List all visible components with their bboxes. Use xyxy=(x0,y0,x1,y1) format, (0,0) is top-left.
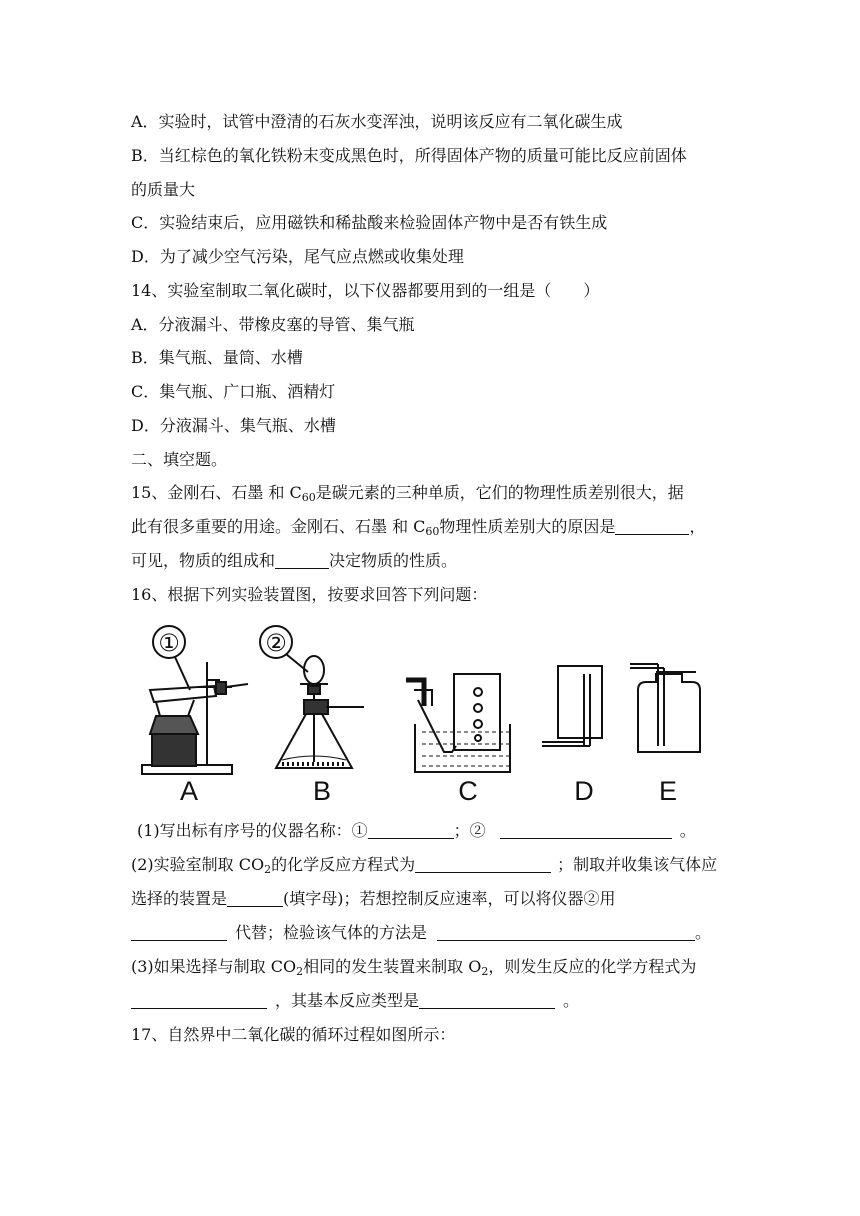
apparatus-figure xyxy=(132,620,707,808)
q14-option-a: A．分液漏斗、带橡皮塞的导管、集气瓶 xyxy=(131,315,415,334)
q13-option-c: C．实验结束后，应用磁铁和稀盐酸来检验固体产物中是否有铁生成 xyxy=(131,213,608,232)
apparatus-c xyxy=(406,674,510,772)
q16-blank-equation-o2[interactable] xyxy=(131,993,267,1009)
q16-blank-apparatus-choice[interactable] xyxy=(227,891,283,907)
q16-stem: 16、根据下列实验装置图，按要求回答下列问题： xyxy=(131,585,488,604)
q14-option-c: C．集气瓶、广口瓶、酒精灯 xyxy=(131,382,336,401)
q16-part2-line3: 代替；检验该气体的方法是 。 xyxy=(131,923,751,943)
q15-line2: 此有很多重要的用途。金刚石、石墨 和 $C_{60}$物理性质差别大的原因是 ， xyxy=(131,517,706,538)
q16-blank-reaction-type[interactable] xyxy=(419,993,555,1009)
q13-option-d: D．为了减少空气污染，尾气应点燃或收集处理 xyxy=(131,247,464,266)
q16-part3-line1: (3)如果选择与制取 $CO_2$相同的发生装置来制取 $O_2$，则发生反应的化学方程式为 xyxy=(131,957,697,978)
q13-option-b-line1: B．当红棕色的氧化铁粉末变成黑色时，所得固体产物的质量可能比反应前固体 xyxy=(131,146,687,165)
q16-blank-replacement[interactable] xyxy=(131,925,227,941)
label-c: C xyxy=(458,776,478,806)
section-heading-fill-in: 二、填空题。 xyxy=(131,450,228,469)
q16-part2-line2: 选择的装置是 (填字母)；若想控制反应速率，可以将仪器②用 xyxy=(131,889,616,908)
q16-part2-line1: (2)实验室制取 $CO_2$的化学反应方程式为 ；制取并收集该气体应 xyxy=(131,855,718,876)
q15-blank-reason[interactable] xyxy=(615,519,689,535)
q13-option-a: A．实验时，试管中澄清的石灰水变浑浊，说明该反应有二氧化碳生成 xyxy=(131,112,623,131)
q16-blank-instrument-1[interactable] xyxy=(368,823,454,839)
q13-option-b-line2: 的质量大 xyxy=(131,180,196,199)
marker-1: ① xyxy=(158,629,180,657)
q14-stem: 14、实验室制取二氧化碳时，以下仪器都要用到的一组是（ ） xyxy=(131,281,600,300)
label-e: E xyxy=(658,776,678,806)
apparatus-d xyxy=(542,666,602,746)
q15-line3: 可见，物质的组成和 决定物质的性质。 xyxy=(131,551,458,570)
apparatus-a xyxy=(142,626,248,774)
q16-part3-line2: ，其基本反应类型是 。 xyxy=(131,991,751,1011)
q16-part1: (1)写出标有序号的仪器名称：① ；② 。 xyxy=(137,821,696,840)
q17-stem: 17、自然界中二氧化碳的循环过程如图所示： xyxy=(131,1025,456,1044)
label-b: B xyxy=(312,776,332,806)
q15-line1: 15、金刚石、石墨 和 $C_{60}$是碳元素的三种单质，它们的物理性质差别很大，据 xyxy=(131,483,684,504)
q16-blank-instrument-2[interactable] xyxy=(500,823,672,839)
q16-blank-equation-co2[interactable] xyxy=(415,857,551,873)
q16-blank-test-method[interactable] xyxy=(437,925,695,941)
q14-option-b: B．集气瓶、量筒、水槽 xyxy=(131,348,303,367)
apparatus-b xyxy=(260,626,364,768)
q14-option-d: D．分液漏斗、集气瓶、水槽 xyxy=(131,416,336,435)
label-d: D xyxy=(574,776,594,806)
q15-blank-structure[interactable] xyxy=(275,553,329,569)
apparatus-e xyxy=(630,664,700,752)
marker-2: ② xyxy=(265,629,287,657)
label-a: A xyxy=(179,776,199,806)
